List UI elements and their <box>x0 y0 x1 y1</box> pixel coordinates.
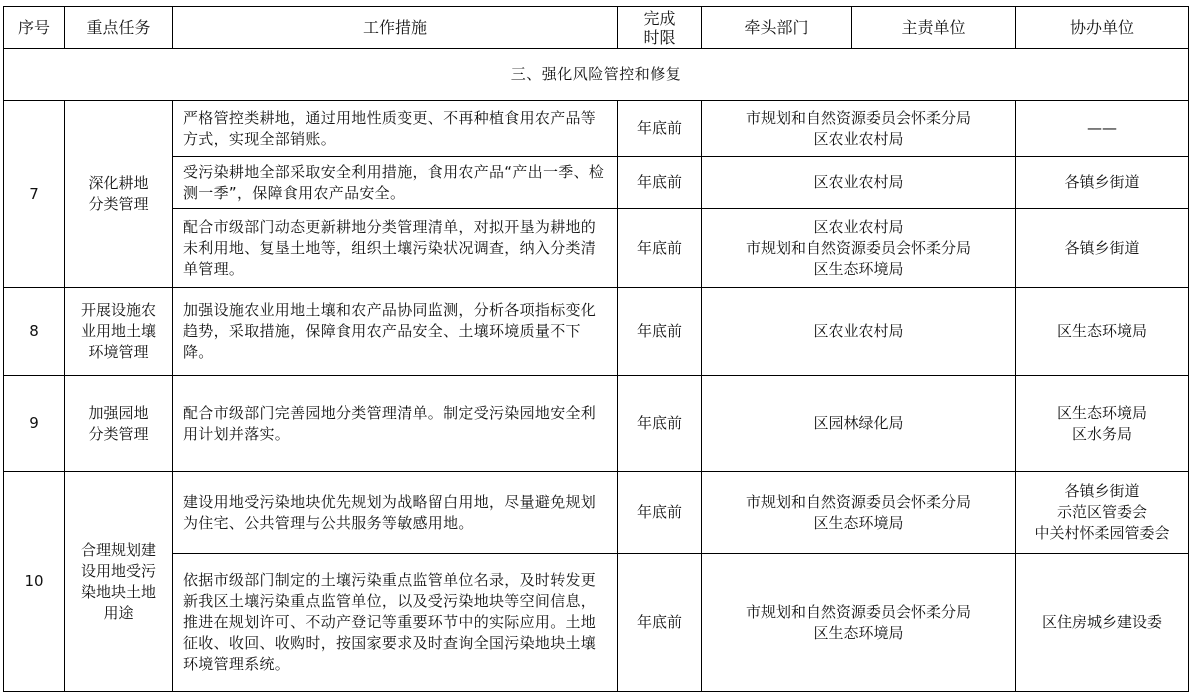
task-seq: 8 <box>4 288 65 376</box>
assist-line: 各镇乡街道 <box>1064 482 1140 500</box>
task-seq: 7 <box>4 101 65 288</box>
measure-text: 建设用地受污染地块优先规划为战略留白用地，尽量避免规划为住宅、公共管理与公共服务等敏感用地。 <box>173 472 618 554</box>
lead-department <box>702 288 1016 376</box>
lead-line: 区生态环境局 <box>813 513 904 532</box>
assist-unit <box>1016 157 1189 209</box>
lead-line: 市规划和自然资源委员会怀柔分局 <box>745 602 971 621</box>
header-responsible: 主责单位 <box>852 7 1016 49</box>
table-row <box>4 472 1189 554</box>
assist-line: 中关村怀柔园管委会 <box>1034 524 1170 542</box>
assist-line: 区水务局 <box>1071 424 1132 443</box>
deadline: 年底前 <box>618 101 702 157</box>
assist-line: 区生态环境局 <box>1056 322 1147 340</box>
lead-line: 市规划和自然资源委员会怀柔分局 <box>745 108 971 127</box>
header-row <box>4 7 1189 49</box>
header-measures: 工作措施 <box>173 7 618 49</box>
assist-line: 区生态环境局 <box>1056 403 1147 422</box>
task-name <box>65 101 173 288</box>
measure-text: 配合市级部门动态更新耕地分类管理清单，对拟开垦为耕地的未利用地、复垦土地等，组织土壤污染状况调查，纳入分类清单管理。 <box>173 209 618 288</box>
task-name-line: 分类管理 <box>88 195 149 213</box>
task-seq: 10 <box>4 472 65 692</box>
table-row <box>4 376 1189 472</box>
section-row <box>4 49 1189 101</box>
task-name-line: 设用地受污 <box>80 561 156 580</box>
assist-unit <box>1016 472 1189 554</box>
assist-unit <box>1016 554 1189 692</box>
assist-line: 各镇乡街道 <box>1064 238 1140 257</box>
task-name-line: 染地块土地 <box>80 582 156 601</box>
table-row <box>4 554 1189 692</box>
header-deadline <box>618 7 702 49</box>
task-name-line: 合理规划建 <box>80 540 156 559</box>
task-name <box>65 472 173 692</box>
assist-line: 区住房城乡建设委 <box>1041 613 1162 631</box>
lead-department <box>702 554 1016 692</box>
task-name-line: 深化耕地 <box>88 174 149 192</box>
lead-line: 区农业农村局 <box>813 129 904 148</box>
deadline: 年底前 <box>618 554 702 692</box>
lead-line: 市规划和自然资源委员会怀柔分局 <box>745 238 971 257</box>
assist-unit <box>1016 288 1189 376</box>
header-deadline-line2: 时限 <box>643 27 676 47</box>
measure-text: 加强设施农业用地土壤和农产品协同监测，分析各项指标变化趋势，采取措施，保障食用农产品安全、土壤环境质量不下降。 <box>173 288 618 376</box>
lead-department <box>702 157 1016 209</box>
measure-text: 依据市级部门制定的土壤污染重点监管单位名录，及时转发更新我区土壤污染重点监管单位，以及受污染地块等空间信息，推进在规划许可、不动产登记等重要环节中的实际应用。土地征收、收回、收购时，按国家要求及时查询全国污染地块土壤环境管理系统。 <box>173 554 618 692</box>
deadline: 年底前 <box>618 157 702 209</box>
lead-line: 区农业农村局 <box>813 322 904 340</box>
task-name-line: 环境管理 <box>88 343 149 361</box>
deadline: 年底前 <box>618 472 702 554</box>
task-name <box>65 288 173 376</box>
lead-line: 区园林绿化局 <box>813 414 904 432</box>
table-row <box>4 101 1189 157</box>
table-row <box>4 209 1189 288</box>
lead-line: 区生态环境局 <box>813 623 904 642</box>
assist-unit <box>1016 376 1189 472</box>
header-deadline-line1: 完成 <box>643 8 676 28</box>
assist-line: —— <box>1087 119 1117 137</box>
lead-line: 区生态环境局 <box>813 259 904 278</box>
table-row <box>4 157 1189 209</box>
assist-unit <box>1016 101 1189 157</box>
lead-line: 市规划和自然资源委员会怀柔分局 <box>745 492 971 511</box>
deadline: 年底前 <box>618 288 702 376</box>
section-title: 三、强化风险管控和修复 <box>4 49 1189 101</box>
assist-unit <box>1016 209 1189 288</box>
task-name-line: 加强园地 <box>88 403 149 422</box>
table-row <box>4 288 1189 376</box>
lead-line: 区农业农村局 <box>813 217 904 236</box>
assist-line: 各镇乡街道 <box>1064 173 1140 191</box>
measure-text: 严格管控类耕地，通过用地性质变更、不再种植食用农产品等方式，实现全部销账。 <box>173 101 618 157</box>
lead-line: 区农业农村局 <box>813 173 904 191</box>
header-task: 重点任务 <box>65 7 173 49</box>
header-seq: 序号 <box>4 7 65 49</box>
deadline: 年底前 <box>618 209 702 288</box>
lead-department <box>702 376 1016 472</box>
task-seq: 9 <box>4 376 65 472</box>
task-name-line: 用途 <box>103 603 134 622</box>
measure-text: 受污染耕地全部采取安全利用措施，食用农产品“产出一季、检测一季”，保障食用农产品安全。 <box>173 157 618 209</box>
lead-department <box>702 472 1016 554</box>
measure-text: 配合市级部门完善园地分类管理清单。制定受污染园地安全利用计划并落实。 <box>173 376 618 472</box>
task-name <box>65 376 173 472</box>
lead-department <box>702 101 1016 157</box>
task-table <box>3 6 1189 692</box>
task-name-line: 分类管理 <box>88 424 149 443</box>
header-assist: 协办单位 <box>1016 7 1189 49</box>
assist-line: 示范区管委会 <box>1056 503 1147 521</box>
task-name-line: 开展设施农 <box>80 301 156 319</box>
lead-department <box>702 209 1016 288</box>
task-name-line: 业用地土壤 <box>80 322 156 340</box>
header-lead-dept: 牵头部门 <box>702 7 852 49</box>
deadline: 年底前 <box>618 376 702 472</box>
